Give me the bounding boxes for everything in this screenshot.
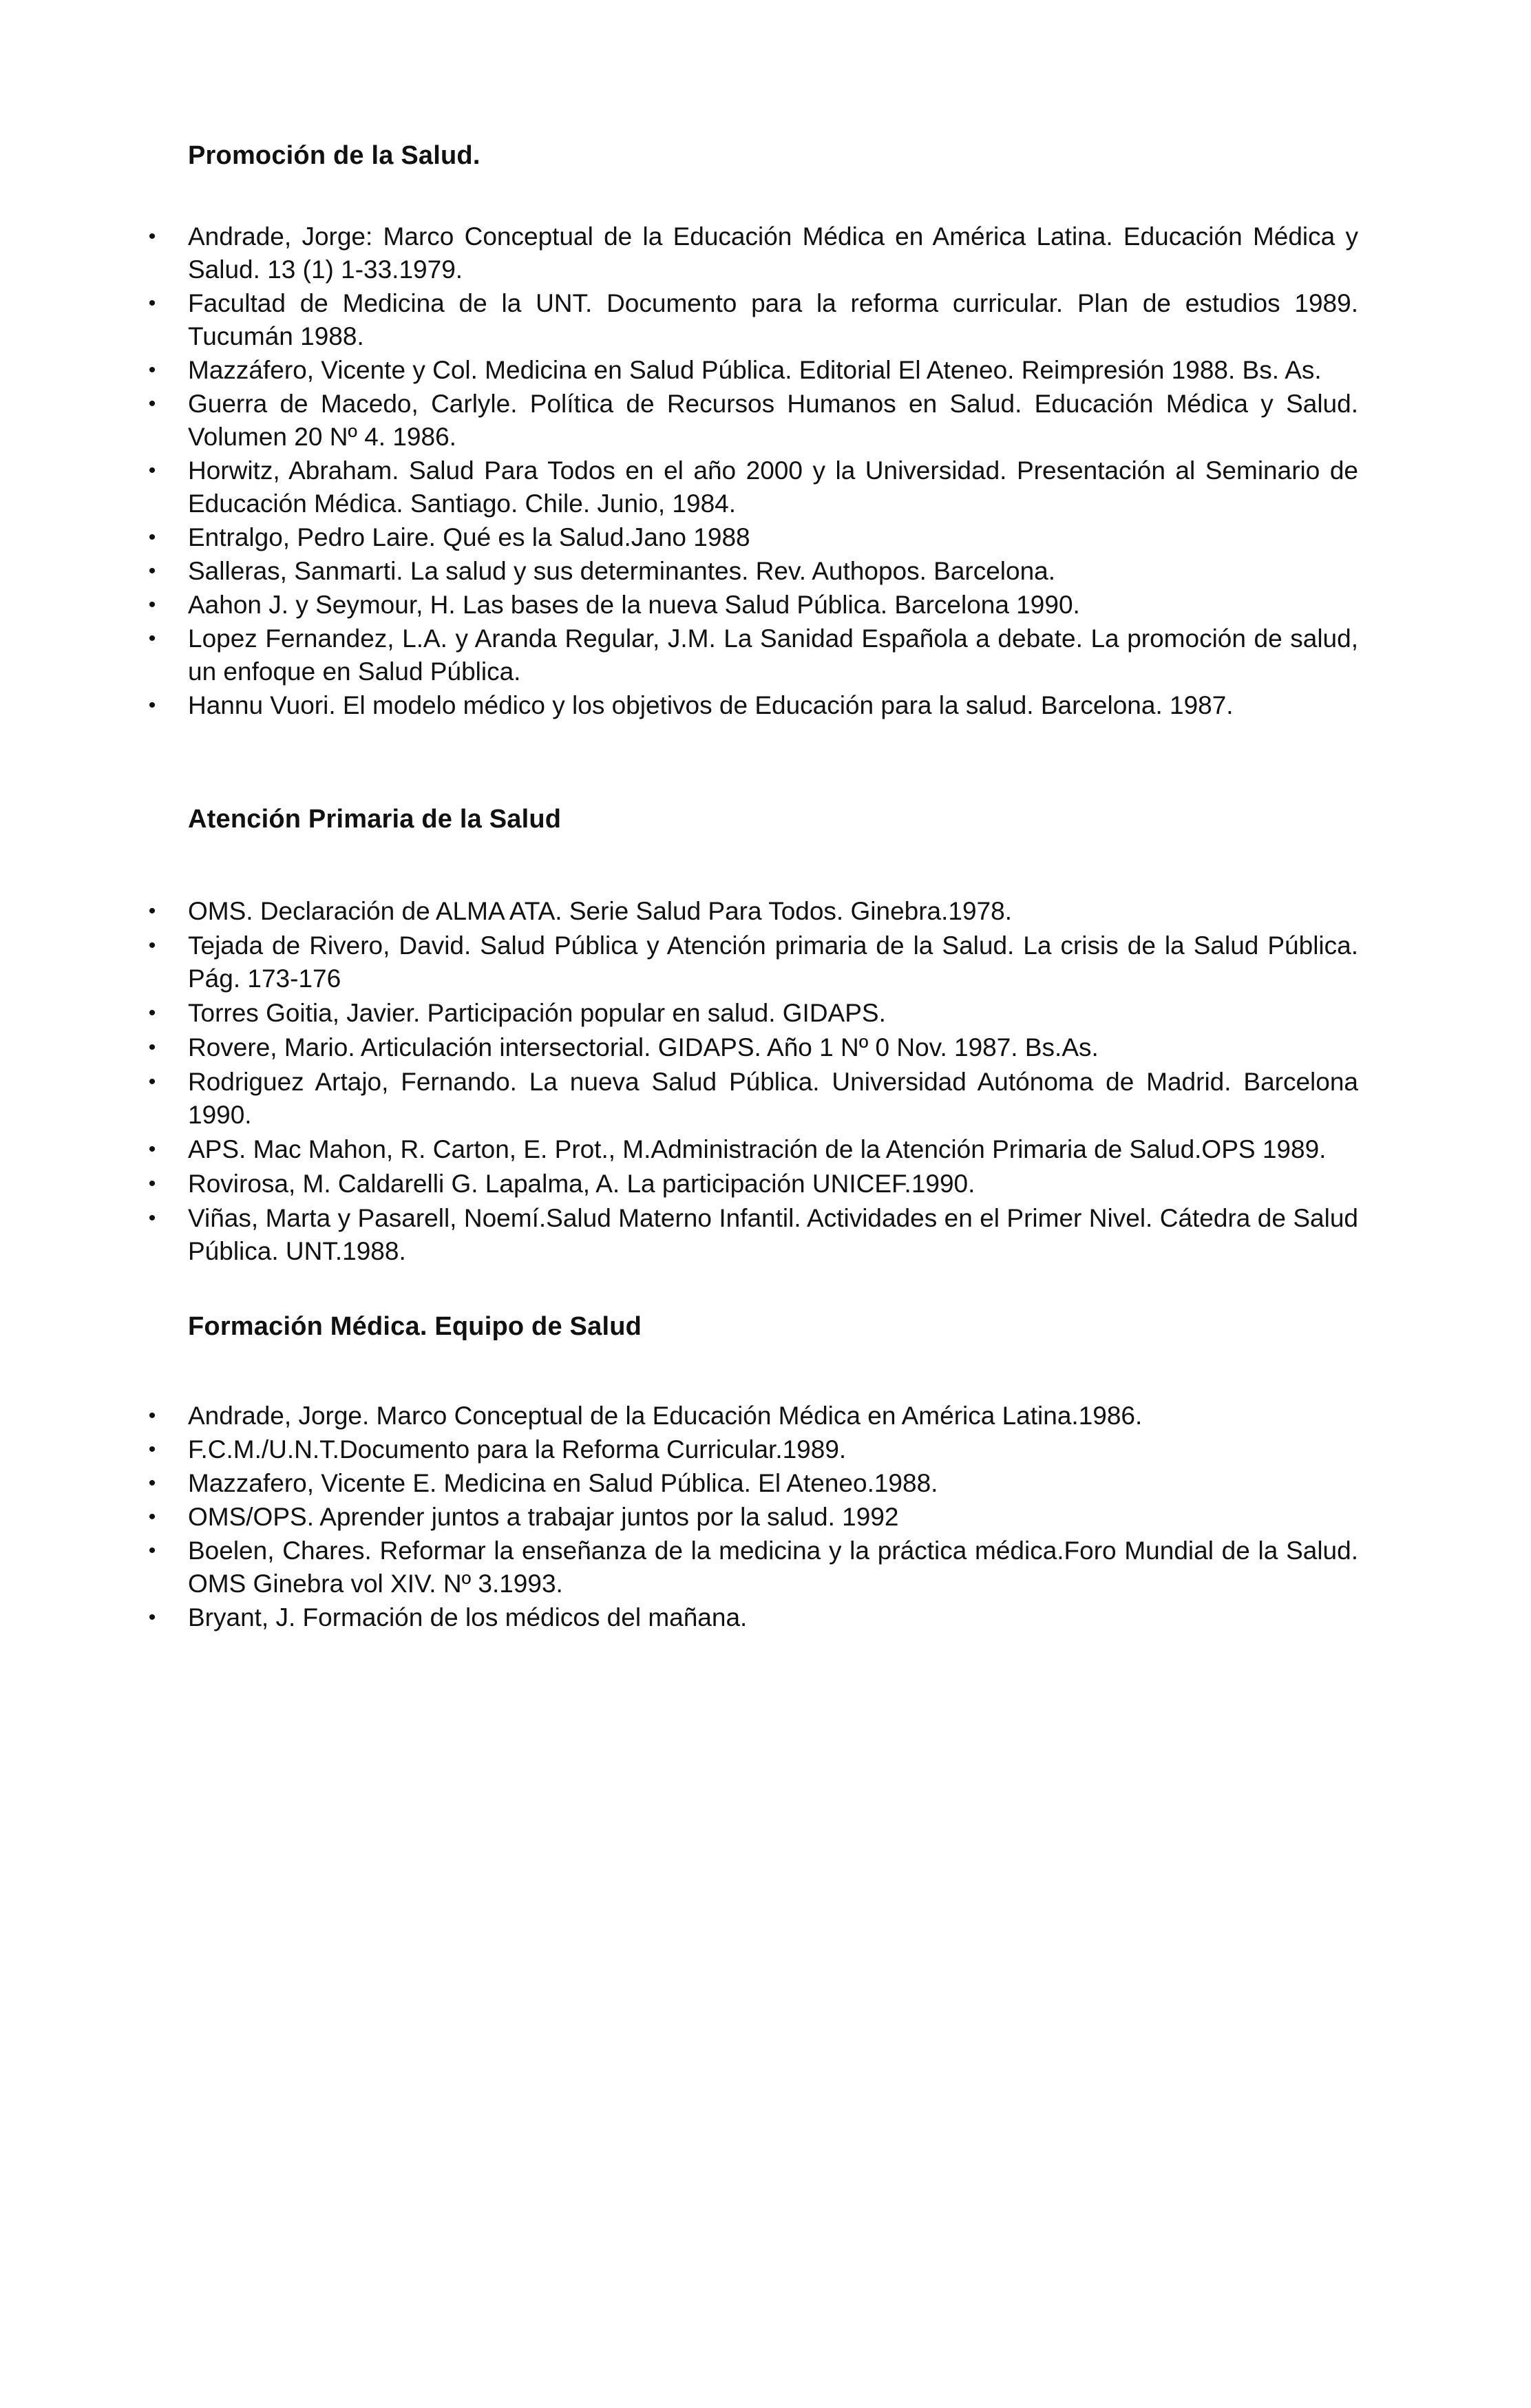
reference-text: Rodriguez Artajo, Fernando. La nueva Salud Pública. Universidad Autónoma de Madrid. Barcelona 1990.	[188, 1068, 1358, 1129]
bullet-icon: •	[148, 627, 156, 650]
bullet-icon: •	[148, 1438, 156, 1461]
reference-list	[148, 895, 1358, 1268]
reference-text: Torres Goitia, Javier. Participación popular en salud. GIDAPS.	[188, 999, 886, 1027]
reference-item	[148, 895, 1358, 928]
section-title: Formación Médica. Equipo de Salud	[188, 1312, 642, 1341]
reference-text: Tejada de Rivero, David. Salud Pública y Atención primaria de la Salud. La crisis de la Salud Pública. Pág. 173-176	[188, 931, 1358, 993]
reference-text: Lopez Fernandez, L.A. y Aranda Regular, J.M. La Sanidad Española a debate. La promoción de salud, un enfoque en Salud Pública.	[188, 624, 1358, 686]
reference-text: Horwitz, Abraham. Salud Para Todos en el año 2000 y la Universidad. Presentación al Seminario de Educación Médica. Santiago. Chile. Junio, 1984.	[188, 456, 1358, 518]
reference-item	[148, 1433, 1358, 1466]
bullet-icon: •	[148, 1172, 156, 1195]
reference-item	[148, 929, 1358, 995]
reference-item	[148, 555, 1358, 588]
section-promocion-de-la-salud	[148, 139, 1358, 723]
bullet-icon: •	[148, 934, 156, 957]
bullet-icon: •	[148, 1539, 156, 1562]
reference-text: OMS. Declaración de ALMA ATA. Serie Salud Para Todos. Ginebra.1978.	[188, 897, 1012, 925]
reference-text: Facultad de Medicina de la UNT. Documento para la reforma curricular. Plan de estudios 1989. Tucumán 1988.	[188, 289, 1358, 350]
section-atencion-primaria	[148, 803, 1358, 1269]
reference-text: Mazzafero, Vicente E. Medicina en Salud Pública. El Ateneo.1988.	[188, 1469, 938, 1497]
reference-text: Mazzáfero, Vicente y Col. Medicina en Salud Pública. Editorial El Ateneo. Reimpresión 1988. Bs. As.	[188, 356, 1322, 384]
reference-item	[148, 1467, 1358, 1500]
bullet-icon: •	[148, 1138, 156, 1161]
reference-item	[148, 1168, 1358, 1201]
reference-item	[148, 220, 1358, 286]
reference-item	[148, 1601, 1358, 1634]
reference-item	[148, 689, 1358, 722]
reference-item	[148, 1400, 1358, 1433]
bullet-icon: •	[148, 1404, 156, 1427]
reference-item	[148, 1534, 1358, 1601]
reference-text: Andrade, Jorge: Marco Conceptual de la Educación Médica en América Latina. Educación Médica y Salud. 13 (1) 1-33.1979.	[188, 222, 1358, 284]
bullet-icon: •	[148, 1606, 156, 1629]
reference-text: Rovirosa, M. Caldarelli G. Lapalma, A. La participación UNICEF.1990.	[188, 1170, 975, 1198]
reference-item	[148, 354, 1358, 387]
reference-text: Guerra de Macedo, Carlyle. Política de Recursos Humanos en Salud. Educación Médica y Salud. Volumen 20 Nº 4. 1986.	[188, 390, 1358, 451]
reference-item	[148, 1501, 1358, 1534]
bullet-icon: •	[148, 292, 156, 315]
reference-item	[148, 454, 1358, 520]
bullet-icon: •	[148, 560, 156, 582]
reference-item	[148, 388, 1358, 454]
bullet-icon: •	[148, 1472, 156, 1495]
reference-text: Rovere, Mario. Articulación intersectorial. GIDAPS. Año 1 Nº 0 Nov. 1987. Bs.As.	[188, 1033, 1099, 1062]
reference-text: F.C.M./U.N.T.Documento para la Reforma Curricular.1989.	[188, 1435, 847, 1464]
reference-item	[148, 1133, 1358, 1166]
reference-text: Bryant, J. Formación de los médicos del mañana.	[188, 1603, 748, 1631]
bullet-icon: •	[148, 459, 156, 482]
bullet-icon: •	[148, 392, 156, 415]
reference-item	[148, 1031, 1358, 1064]
reference-item	[148, 1202, 1358, 1268]
bullet-icon: •	[148, 1207, 156, 1229]
bullet-icon: •	[148, 526, 156, 549]
reference-text: Andrade, Jorge. Marco Conceptual de la Educación Médica en América Latina.1986.	[188, 1402, 1143, 1430]
bullet-icon: •	[148, 1506, 156, 1528]
reference-text: Salleras, Sanmarti. La salud y sus determinantes. Rev. Authopos. Barcelona.	[188, 557, 1056, 585]
reference-text: OMS/OPS. Aprender juntos a trabajar juntos por la salud. 1992	[188, 1503, 899, 1531]
reference-text: Boelen, Chares. Reformar la enseñanza de la medicina y la práctica médica.Foro Mundial de la Salud. OMS Ginebra vol XIV. Nº 3.1993.	[188, 1536, 1358, 1598]
reference-text: Hannu Vuori. El modelo médico y los objetivos de Educación para la salud. Barcelona. 1987.	[188, 691, 1234, 719]
section-formacion-medica	[148, 1310, 1358, 1635]
reference-list	[148, 220, 1358, 722]
reference-item	[148, 622, 1358, 688]
reference-item	[148, 589, 1358, 622]
reference-text: Viñas, Marta y Pasarell, Noemí.Salud Materno Infantil. Actividades en el Primer Nivel. Cátedra de Salud Pública. UNT.1988.	[188, 1204, 1358, 1265]
reference-item	[148, 521, 1358, 554]
bullet-icon: •	[148, 359, 156, 381]
reference-item	[148, 1066, 1358, 1132]
reference-text: APS. Mac Mahon, R. Carton, E. Prot., M.Administración de la Atención Primaria de Salud.OPS 1989.	[188, 1135, 1327, 1163]
bullet-icon: •	[148, 694, 156, 717]
section-title: Atención Primaria de la Salud	[188, 805, 562, 834]
reference-text: Entralgo, Pedro Laire. Qué es la Salud.Jano 1988	[188, 523, 750, 551]
bullet-icon: •	[148, 1036, 156, 1059]
reference-list	[148, 1400, 1358, 1634]
bullet-icon: •	[148, 1002, 156, 1024]
reference-item	[148, 997, 1358, 1030]
bullet-icon: •	[148, 225, 156, 248]
section-title: Promoción de la Salud.	[188, 141, 481, 170]
reference-text: Aahon J. y Seymour, H. Las bases de la nueva Salud Pública. Barcelona 1990.	[188, 591, 1080, 619]
reference-item	[148, 287, 1358, 353]
bullet-icon: •	[148, 593, 156, 616]
bullet-icon: •	[148, 1070, 156, 1093]
bullet-icon: •	[148, 900, 156, 922]
